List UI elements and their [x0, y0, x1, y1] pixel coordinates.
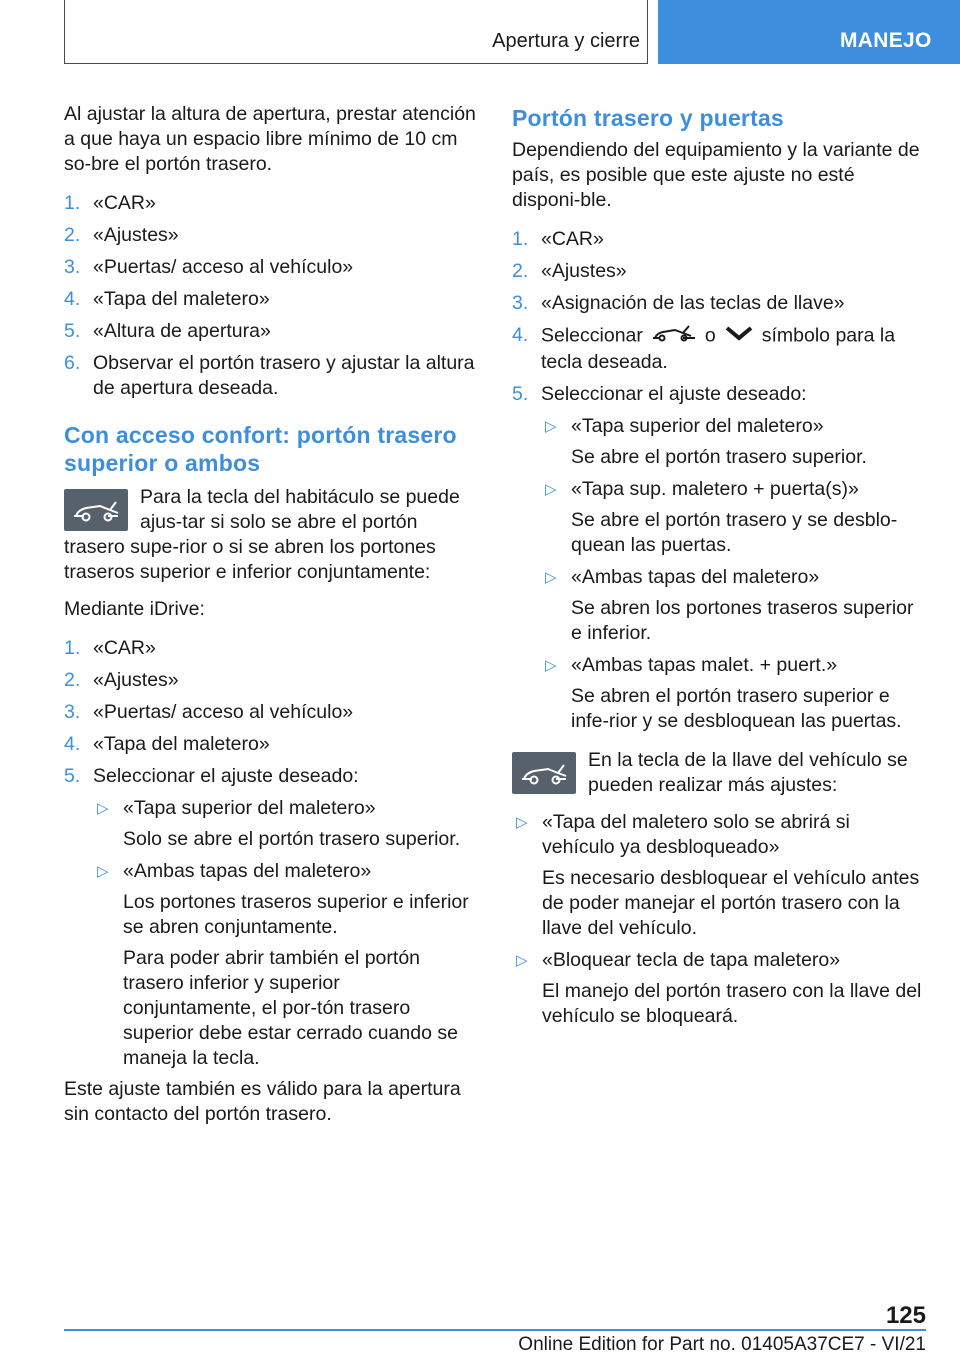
list-item: [64, 700, 478, 725]
step-text: «Altura de apertura»: [93, 320, 271, 342]
note-block: [512, 748, 926, 798]
step-number: 5.: [64, 320, 81, 342]
more-settings-list: [512, 810, 926, 1029]
step-number: 2.: [512, 260, 529, 282]
step-text: «Puertas/ acceso al vehículo»: [93, 701, 354, 723]
step-number: 3.: [64, 256, 81, 278]
page-number: 125: [885, 1302, 926, 1329]
triangle-right-icon: ▷: [97, 863, 109, 880]
option-desc: Se abre el portón trasero y se desblo-quean las puertas.: [571, 509, 898, 556]
triangle-right-icon: ▷: [545, 657, 557, 674]
section-heading: Con acceso confort: portón trasero superior o ambos: [64, 422, 457, 476]
step-text: «Tapa del maletero»: [93, 733, 270, 755]
chapter-tab: [658, 0, 960, 64]
list-item: [64, 319, 478, 344]
step-number: 4.: [64, 733, 81, 755]
option-label: «Ambas tapas del maletero»: [123, 860, 372, 882]
option-item: [541, 414, 926, 470]
triangle-right-icon: ▷: [97, 800, 109, 817]
option-label: «Tapa sup. maletero + puerta(s)»: [571, 478, 859, 500]
chapter-tab-label: MANEJO: [840, 29, 932, 52]
step-text: «Tapa del maletero»: [93, 288, 270, 310]
step-text: «CAR»: [541, 228, 604, 250]
step-number: 3.: [64, 701, 81, 723]
list-item: [64, 191, 478, 216]
option-item: [93, 796, 478, 852]
option-desc: Se abre el portón trasero superior.: [571, 446, 867, 468]
triangle-right-icon: ▷: [516, 814, 528, 831]
list-item: [512, 291, 926, 316]
step-number: 6.: [64, 352, 81, 374]
option-list: [93, 796, 478, 1071]
step-text-pre: Seleccionar: [541, 324, 643, 347]
steps-list-height: [64, 191, 478, 401]
list-item: [64, 287, 478, 312]
note-block: [64, 485, 478, 585]
option-label: «Bloquear tecla de tapa maletero»: [542, 949, 841, 971]
list-item: [512, 382, 926, 734]
note-text: En la tecla de la llave del vehículo se pueden realizar más ajustes:: [588, 749, 908, 796]
list-item: [64, 223, 478, 248]
list-item: [64, 636, 478, 661]
option-desc: El manejo del portón trasero con la llave del vehículo se bloqueará.: [542, 980, 922, 1027]
intro-paragraph: Al ajustar la altura de apertura, prestar atención a que haya un espacio libre mínimo de 10 cm so-bre el portón trasero.: [64, 103, 476, 175]
option-item: [93, 859, 478, 1071]
step-text: «Puertas/ acceso al vehículo»: [93, 256, 354, 278]
step-text: «Ajustes»: [541, 260, 627, 282]
option-item: [512, 810, 926, 941]
via-label: Mediante iDrive:: [64, 598, 205, 620]
step-text: «Ajustes»: [93, 224, 179, 246]
step-text: «CAR»: [93, 637, 156, 659]
step-number: 1.: [512, 228, 529, 250]
triangle-right-icon: ▷: [545, 569, 557, 586]
right-column: [512, 102, 926, 1036]
step-number: 3.: [512, 292, 529, 314]
car-tailgate-icon: [651, 323, 697, 350]
car-tailgate-icon: [512, 752, 576, 794]
step-number: 4.: [512, 324, 529, 346]
list-item: [64, 668, 478, 693]
list-item: [64, 732, 478, 757]
step-text: «Ajustes»: [93, 669, 179, 691]
step-text: Observar el portón trasero y ajustar la altura de apertura deseada.: [93, 352, 475, 399]
option-label: «Tapa superior del maletero»: [123, 797, 376, 819]
edition-footer: Online Edition for Part no. 01405A37CE7 - VI/21: [518, 1334, 926, 1355]
step-text: «CAR»: [93, 192, 156, 214]
option-item: [512, 948, 926, 1029]
left-column: [64, 102, 478, 1141]
option-label: «Tapa superior del maletero»: [571, 415, 824, 437]
option-desc: Solo se abre el portón trasero superior.: [123, 828, 461, 850]
option-label: «Ambas tapas del maletero»: [571, 566, 820, 588]
option-desc: Los portones traseros superior e inferior se abren conjuntamente.: [123, 891, 469, 938]
section-heading: Portón trasero y puertas: [512, 105, 784, 131]
option-item: [541, 477, 926, 558]
list-item: [64, 255, 478, 280]
list-item: [512, 259, 926, 284]
steps-list-idrive: [64, 636, 478, 1071]
note-text: Para la tecla del habitáculo se puede ajus-tar si solo se abre el portón trasero supe-rior o si se abren los portones traseros superior e inferior conjuntamente:: [64, 486, 460, 583]
step-text: «Asignación de las teclas de llave»: [541, 292, 845, 314]
closing-paragraph: Este ajuste también es válido para la apertura sin contacto del portón trasero.: [64, 1078, 461, 1125]
option-label: «Tapa del maletero solo se abrirá si vehículo ya desbloqueado»: [542, 811, 850, 858]
step-number: 1.: [64, 637, 81, 659]
step-text: Seleccionar el ajuste deseado:: [541, 383, 807, 405]
intro-paragraph: Dependiendo del equipamiento y la variante de país, es posible que este ajuste no esté disponi-ble.: [512, 139, 920, 211]
option-desc: Es necesario desbloquear el vehículo antes de poder manejar el portón trasero con la llave del vehículo.: [542, 867, 920, 939]
option-desc: Se abren el portón trasero superior e infe-rior y se desbloquean las puertas.: [571, 685, 902, 732]
option-item: [541, 653, 926, 734]
car-tailgate-icon: [64, 489, 128, 531]
step-number: 2.: [64, 224, 81, 246]
option-list: [541, 414, 926, 734]
chevron-down-icon: [724, 324, 754, 349]
list-item: [64, 764, 478, 1071]
step-number: 4.: [64, 288, 81, 310]
footer-divider: [64, 1329, 926, 1331]
option-desc-extra: Para poder abrir también el portón trasero inferior y superior conjuntamente, el por-tón trasero superior debe estar cerrado cuando se maneja la tecla.: [123, 947, 458, 1069]
triangle-right-icon: ▷: [545, 418, 557, 435]
steps-list-key: [512, 227, 926, 734]
triangle-right-icon: ▷: [545, 481, 557, 498]
step-text-post: símbolo para la tecla deseada.: [541, 324, 896, 373]
list-item: [64, 351, 478, 401]
option-item: [541, 565, 926, 646]
step-number: 5.: [512, 383, 529, 405]
step-number: 2.: [64, 669, 81, 691]
step-number: 1.: [64, 192, 81, 214]
option-desc: Se abren los portones traseros superior e inferior.: [571, 597, 914, 644]
option-label: «Ambas tapas malet. + puert.»: [571, 654, 838, 676]
step-text-mid: o: [704, 324, 716, 347]
step-number: 5.: [64, 765, 81, 787]
list-item: [512, 227, 926, 252]
step-text: Seleccionar el ajuste deseado:: [93, 765, 359, 787]
triangle-right-icon: ▷: [516, 952, 528, 969]
section-title: Apertura y cierre: [492, 30, 640, 52]
list-item: [512, 323, 926, 375]
